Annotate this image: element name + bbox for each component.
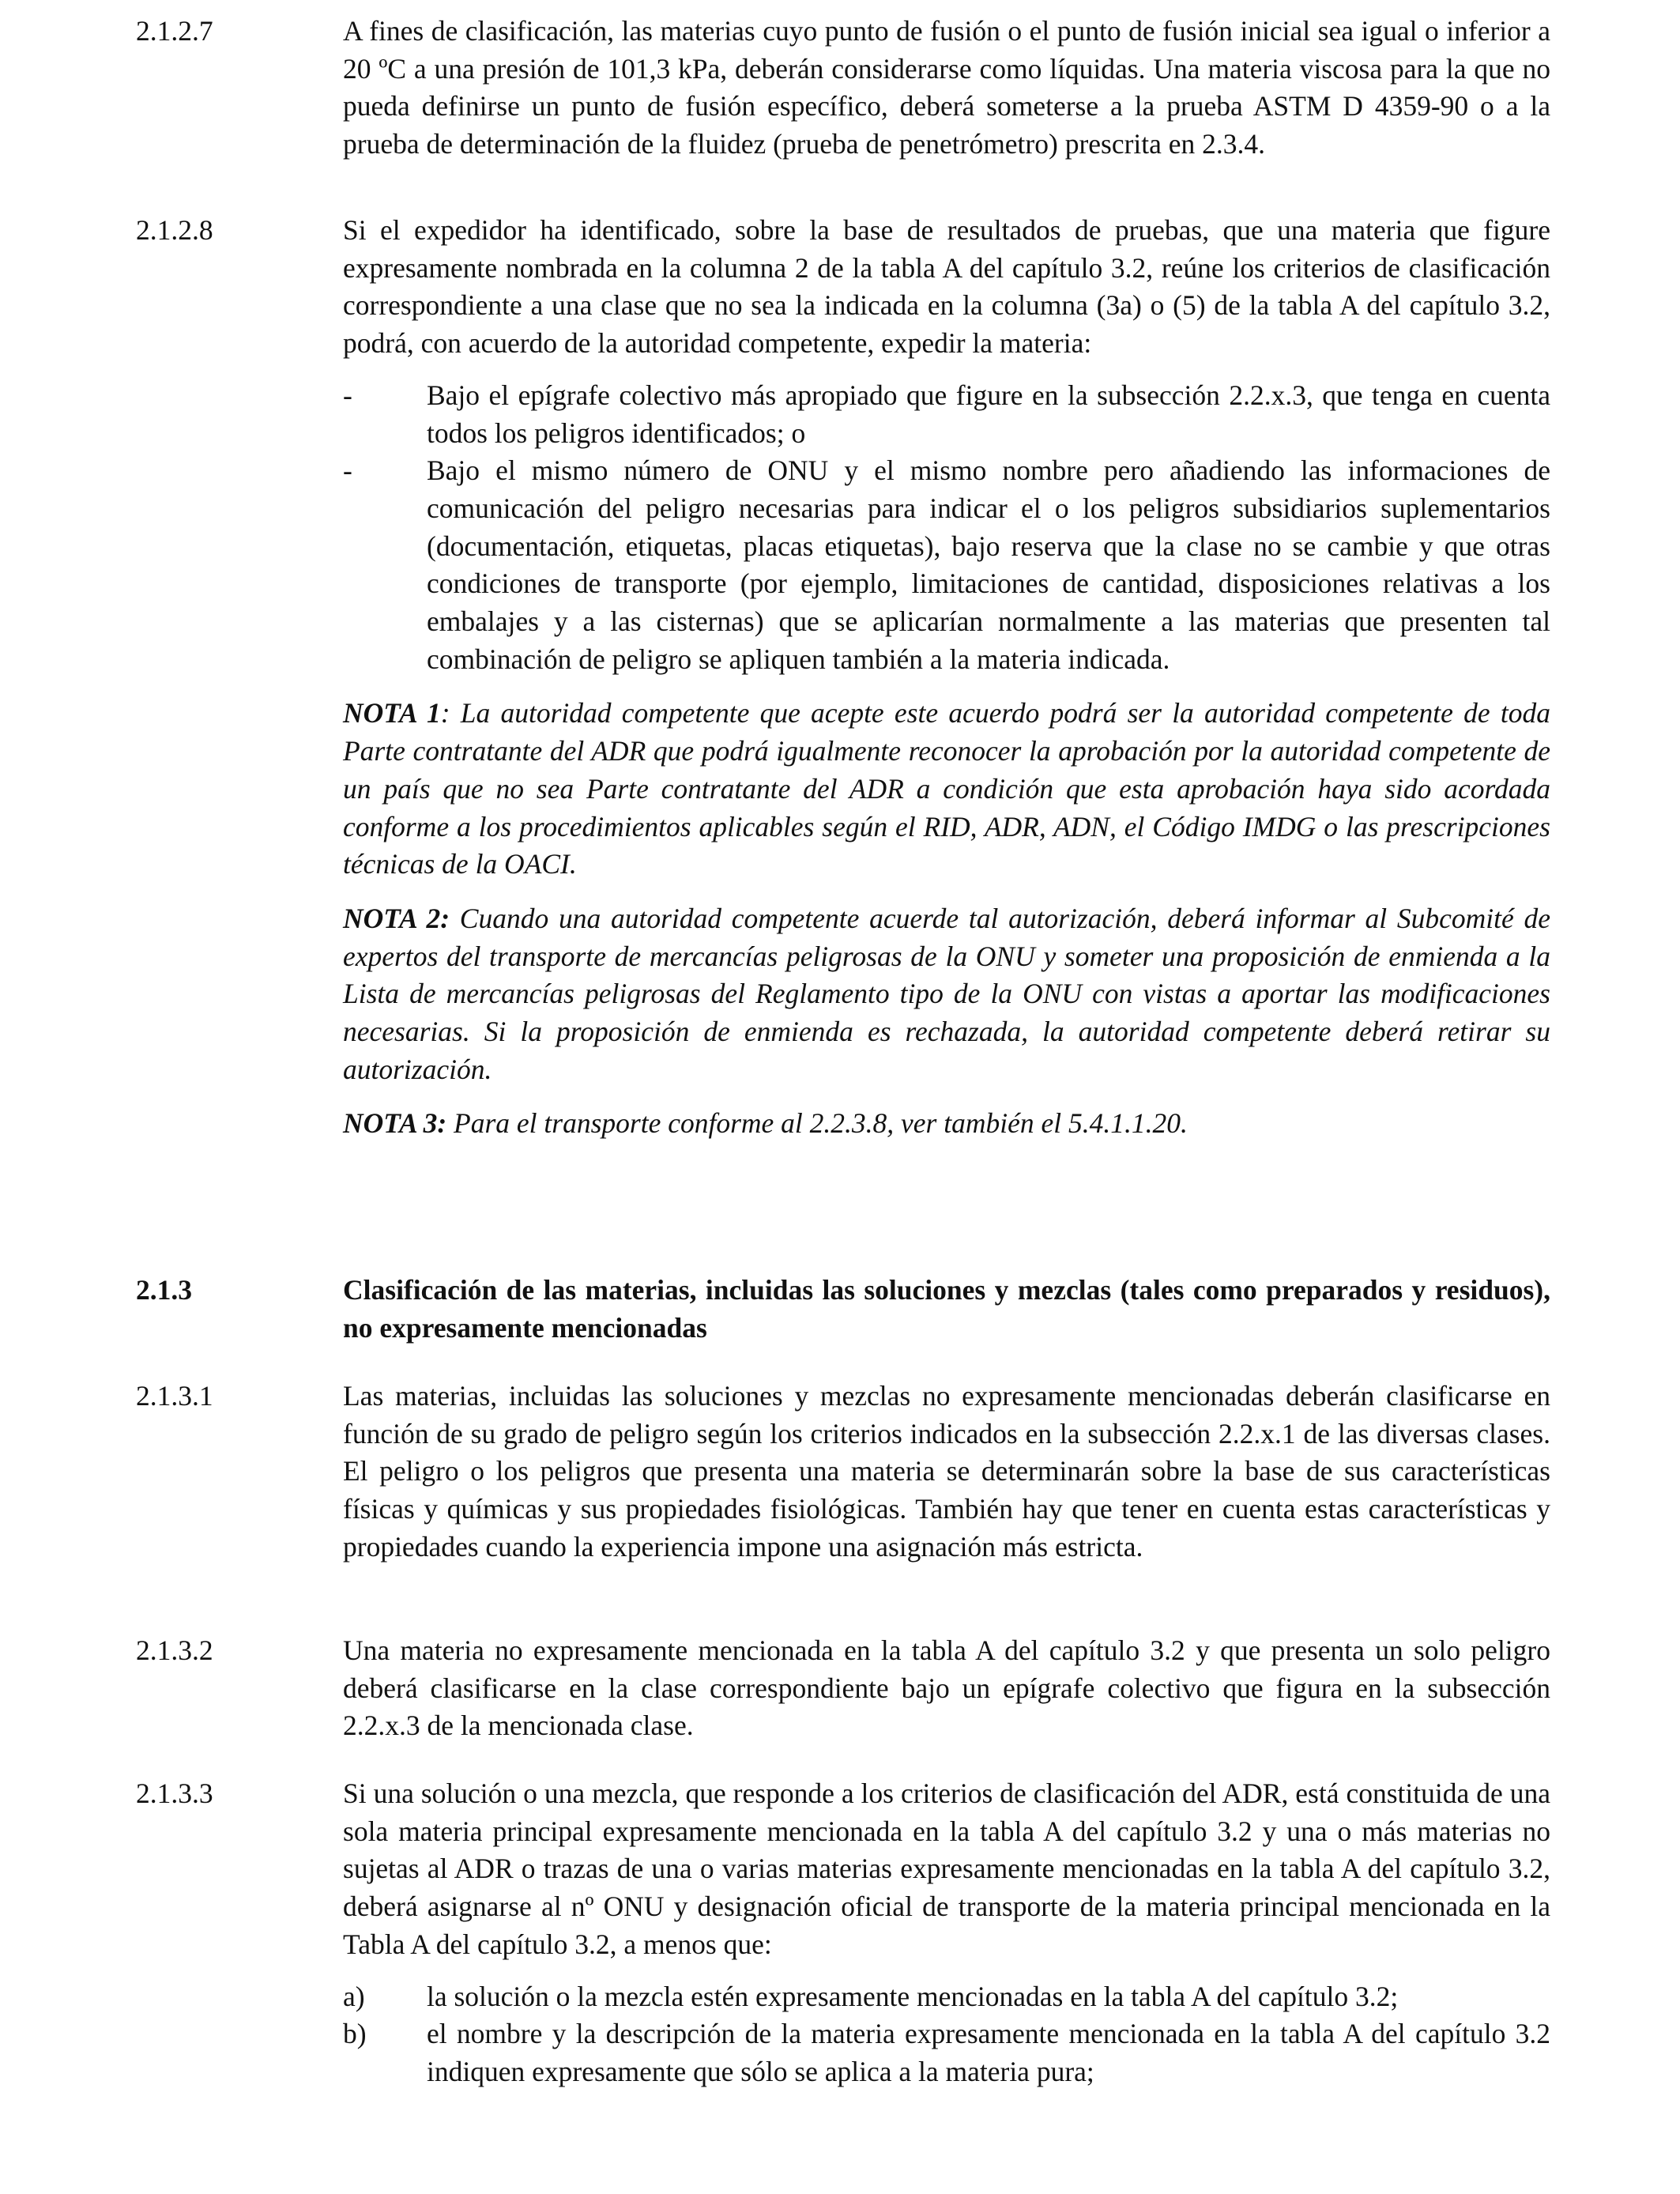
- section-body: [343, 212, 1550, 1143]
- note-label: NOTA 3:: [343, 1107, 447, 1140]
- list-marker: -: [343, 454, 352, 487]
- section-body: [343, 13, 1550, 164]
- paragraph: Si el expedidor ha identificado, sobre la base de resultados de pruebas, que una materia que figure expresamente nombrada en la columna 2 de la tabla A del capítulo 3.2, reúne los criterios de clasificación correspondiente a una clase que no sea la indicada en la columna (3a) o (5) de la tabla A del capítulo 3.2, podrá, con acuerdo de la autoridad competente, expedir la materia:: [343, 214, 1550, 360]
- section-number: 2.1.2.8: [136, 214, 213, 246]
- list-marker: b): [343, 2018, 367, 2050]
- list-marker: a): [343, 1980, 365, 2012]
- section-body: [343, 1378, 1550, 1566]
- note-2: [343, 900, 1550, 1089]
- note-label: NOTA 1: [343, 697, 441, 729]
- note-3: [343, 1105, 1550, 1143]
- note-text: Para el transporte conforme al 2.2.3.8, ver también el 5.4.1.1.20.: [454, 1107, 1188, 1140]
- section-number: 2.1.3.2: [136, 1634, 213, 1666]
- section-number: 2.1.3: [136, 1274, 192, 1306]
- paragraph: Las materias, incluidas las soluciones y mezclas no expresamente mencionadas deberán clasificarse en función de su grado de peligro según los criterios indicados en la subsección 2.2.x.1 de las diversas clases. El peligro o los peligros que presenta una materia se determinarán sobre la base de sus características físicas y químicas y sus propiedades fisiológicas. También hay que tener en cuenta estas características y propiedades cuando la experiencia impone una asignación más estricta.: [343, 1380, 1550, 1563]
- section-body: [343, 1775, 1550, 2091]
- list-item: [343, 2015, 1550, 2090]
- list-marker: -: [343, 379, 352, 411]
- list-item-text: Bajo el epígrafe colectivo más apropiado que figure en la subsección 2.2.x.3, que tenga en cuenta todos los peligros identificados; o: [427, 379, 1550, 449]
- paragraph: Una materia no expresamente mencionada en la tabla A del capítulo 3.2 y que presenta un solo peligro deberá clasificarse en la clase correspondiente bajo un epígrafe colectivo que figura en la subsección 2.2.x.3 de la mencionada clase.: [343, 1634, 1550, 1742]
- paragraph: A fines de clasificación, las materias cuyo punto de fusión o el punto de fusión inicial sea igual o inferior a 20 ºC a una presión de 101,3 kPa, deberán considerarse como líquidas. Una materia viscosa para la que no pueda definirse un punto de fusión específico, deberá someterse a la prueba ASTM D 4359-90 o a la prueba de determinación de la fluidez (prueba de penetrómetro) prescrita en 2.3.4.: [343, 15, 1550, 160]
- note-text: Cuando una autoridad competente acuerde tal autorización, deberá informar al Subcomité de expertos del transporte de mercancías peligrosas de la ONU y someter una proposición de enmienda a la Lista de mercancías peligrosas del Reglamento tipo de la ONU con vistas a aportar las modificaciones necesarias. Si la proposición de enmienda es rechazada, la autoridad competente deberá retirar su autorización.: [343, 902, 1551, 1085]
- list-item-text: Bajo el mismo número de ONU y el mismo nombre pero añadiendo las informaciones de comunicación del peligro necesarias para indicar el o los peligros subsidiarios suplementarios (documentación, etiquetas, placas etiquetas), bajo reserva que la clase no se cambie y que otras condiciones de transporte (por ejemplo, limitaciones de cantidad, disposiciones relativas a los embalajes y a las cisternas) que se aplicarían normalmente a las materias que presenten tal combinación de peligro se apliquen también a la materia indicada.: [427, 454, 1550, 675]
- section-number: 2.1.2.7: [136, 15, 213, 47]
- section-number: 2.1.3.1: [136, 1380, 213, 1412]
- section-heading: Clasificación de las materias, incluidas las soluciones y mezclas (tales como preparados y residuos), no expresamente mencionadas: [343, 1274, 1550, 1344]
- note-text: La autoridad competente que acepte este acuerdo podrá ser la autoridad competente de toda Parte contratante del ADR que podrá igualmente reconocer la aprobación por la autoridad competente de un país que no sea Parte contratante del ADR a condición que esta aprobación haya sido acordada conforme a los procedimientos aplicables según el RID, ADR, ADN, el Código IMDG o las prescripciones técnicas de la OACI.: [343, 697, 1550, 880]
- section-body: [343, 1272, 1550, 1347]
- section-body: [343, 1632, 1550, 1745]
- list-item: [343, 1978, 1550, 2016]
- note-label: NOTA 2:: [343, 902, 450, 934]
- list-item-text: la solución o la mezcla estén expresamente mencionadas en la tabla A del capítulo 3.2;: [427, 1980, 1399, 2012]
- section-number: 2.1.3.3: [136, 1777, 213, 1809]
- list-item-text: el nombre y la descripción de la materia expresamente mencionada en la tabla A del capítulo 3.2 indiquen expresamente que sólo se aplica a la materia pura;: [427, 2018, 1550, 2087]
- paragraph: Si una solución o una mezcla, que responde a los criterios de clasificación del ADR, está constituida de una sola materia principal expresamente mencionada en la tabla A del capítulo 3.2 y una o más materias no sujetas al ADR o trazas de una o varias materias expresamente mencionadas en la tabla A del capítulo 3.2, deberá asignarse al nº ONU y designación oficial de transporte de la materia principal mencionada en la Tabla A del capítulo 3.2, a menos que:: [343, 1777, 1550, 1960]
- list-item: [343, 377, 1550, 452]
- list-item: [343, 452, 1550, 678]
- note-1: NOTA 1: La autoridad competente que acepte este acuerdo podrá ser la autoridad competente de toda Parte contratante del ADR que podrá igualmente reconocer la aprobación por la autoridad competente de un país que no sea Parte contratante del ADR a condición que esta aprobación haya sido acordada conforme a los procedimientos aplicables según el RID, ADR, ADN, el Código IMDG o las prescripciones técnicas de la OACI.: [343, 697, 1550, 880]
